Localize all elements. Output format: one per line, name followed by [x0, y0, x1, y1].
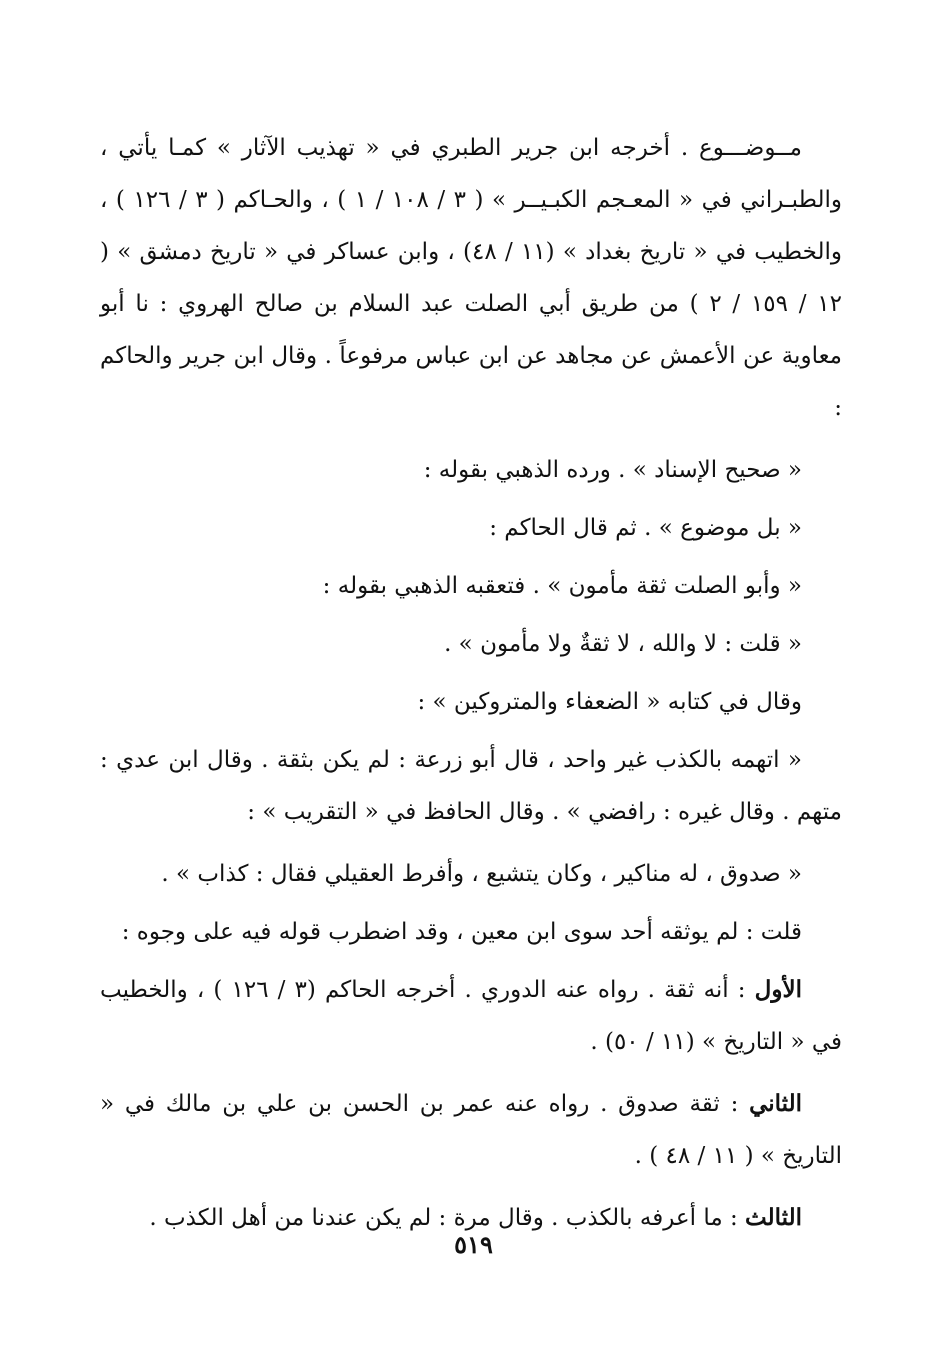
item-text: : ثقة صدوق . رواه عنه عمر بن الحسن بن علي بن مالك في « التاريخ » ( ١١ / ٤٨ ) .: [100, 1091, 842, 1169]
page-number: ٥١٩: [454, 1230, 493, 1259]
paragraph-quote-thiqa: « وأبو الصلت ثقة مأمون » . فتعقبه الذهبي بقوله :: [322, 573, 802, 599]
list-item-first: [100, 964, 842, 1068]
list-item-second: [100, 1078, 842, 1182]
item-label: الثالث: [745, 1204, 802, 1231]
paragraph-ibn-maeen: قلت : لم يوثقه أحد سوى ابن معين ، وقد اضطرب قوله فيه على وجوه :: [121, 919, 802, 945]
item-text: : أنه ثقة . رواه عنه الدوري . أخرجه الحاكم (٣ / ١٢٦ ) ، والخطيب في « التاريخ » (١١ / ٥٠) .: [100, 977, 842, 1055]
paragraph-quote-sahih: « صحيح الإسناد » . ورده الذهبي بقوله :: [423, 457, 802, 483]
item-label: الثاني: [749, 1090, 802, 1117]
item-label: الأول: [754, 976, 802, 1003]
item-text: : ما أعرفه بالكذب . وقال مرة : لم يكن عندنا من أهل الكذب .: [149, 1205, 746, 1231]
main-text: [100, 122, 842, 1254]
paragraph-quote-mawdu: « بل موضوع » . ثم قال الحاكم :: [489, 515, 802, 541]
paragraph-quote-dhahabi: « قلت : لا والله ، لا ثقةٌ ولا مأمون » .: [444, 631, 802, 657]
paragraph-accusation: « اتهمه بالكذب غير واحد ، قال أبو زرعة : لم يكن بثقة . وقال ابن عدي : متهم . وقال غيره : رافضي » . وقال الحافظ في « التقريب » :: [100, 747, 842, 825]
paragraph-book-reference: وقال في كتابه « الضعفاء والمتروكين » :: [417, 689, 802, 715]
paragraph-taqrib-quote: « صدوق ، له مناكير ، وكان يتشيع ، وأفرط العقيلي فقال : كذاب » .: [161, 861, 802, 887]
paragraph-intro: مــوضـــوع . أخرجه ابن جرير الطبري في « تهذيب الآثار » كمـا يأتي ، والطبـراني في « المعـجم الكبـيــر » ( ٣ / ١٠٨ / ١ ) ، والحـاكم ( ٣ / ١٢٦ ) ، والخطيب في « تاريخ بغداد » (١١ / ٤٨) ، وابن عساكر في « تاريخ دمشق » ( ١٢ / ١٥٩ / ٢ ) من طريق أبي الصلت عبد السلام بن صالح الهروي : نا أبو معاوية عن الأعمش عن مجاهد عن ابن عباس مرفوعاً . وقال ابن جرير والحاكم :: [100, 135, 843, 421]
